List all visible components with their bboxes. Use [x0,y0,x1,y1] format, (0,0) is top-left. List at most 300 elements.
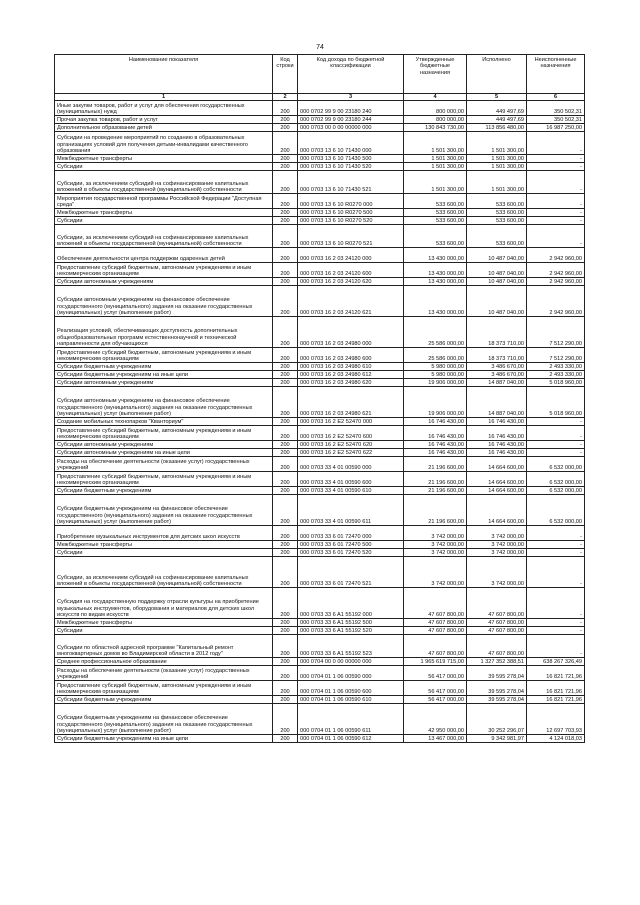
indicator-name-cell: Мероприятия государственной программы Российской Федерации "Доступная среда" [55,194,273,209]
indicator-name-cell: Субсидии бюджетным учреждениям [55,696,273,704]
approved-amount-cell: 3 742 000,00 [404,526,467,541]
indicator-name-cell: Субсидии бюджетным учреждениям на финансовое обеспечение государственного (муниципального) задания на оказание государственных (муниципальных) услуг (выполнение работ) [55,704,273,735]
income-code-cell: 000 0703 33 4 01 00590 611 [298,495,404,526]
table-row [55,171,585,194]
table-row [55,194,585,209]
indicator-name-cell: Субсидии бюджетным учреждениям на иные цели [55,371,273,379]
remaining-amount-cell: - [527,163,585,171]
row-code-cell: 200 [273,132,298,155]
table-row [55,387,585,418]
table-row [55,363,585,371]
table-row [55,132,585,155]
income-code-cell: 000 0704 00 0 00 00000 000 [298,658,404,666]
income-code-cell: 000 0703 33 4 01 00590 600 [298,472,404,487]
remaining-amount-cell: - [527,217,585,225]
table-row [55,666,585,681]
executed-amount-cell: 14 664 600,00 [467,495,527,526]
table-row [55,472,585,487]
indicator-name-cell: Субсидии бюджетным учреждениям на финансовое обеспечение государственного (муниципального) задания на оказание государственных (муниципальных) услуг (выполнение работ) [55,495,273,526]
approved-amount-cell: 1 501 300,00 [404,155,467,163]
indicator-name-cell: Субсидии, за исключением субсидий на софинансирование капитальных вложений в объекты государственной (муниципальной) собственности [55,225,273,248]
approved-amount-cell: 1 501 300,00 [404,171,467,194]
table-row [55,426,585,441]
table-row [55,225,585,248]
table-header-row [55,55,585,94]
remaining-amount-cell: - [527,541,585,549]
remaining-amount-cell: 6 532 000,00 [527,457,585,472]
table-row [55,681,585,696]
executed-amount-cell: 3 742 000,00 [467,526,527,541]
executed-amount-cell: 9 342 981,97 [467,735,527,743]
table-row [55,116,585,124]
table-row [55,209,585,217]
table-row [55,371,585,379]
header-approved: Утвержденные бюджетные назначения [404,55,467,94]
income-code-cell: 000 0704 01 1 06 00590 612 [298,735,404,743]
income-code-cell: 000 0703 16 2 03 24120 000 [298,248,404,263]
executed-amount-cell: 113 856 480,00 [467,124,527,132]
indicator-name-cell: Предоставление субсидий бюджетным, автономным учреждениям и иным некоммерческим организациям [55,348,273,363]
indicator-name-cell: Субсидии [55,217,273,225]
approved-amount-cell: 533 600,00 [404,194,467,209]
income-code-cell: 000 0703 16 2 03 24120 600 [298,263,404,278]
indicator-name-cell: Межбюджетные трансферты [55,155,273,163]
column-number: 1 [55,94,273,101]
executed-amount-cell: 16 746 430,00 [467,426,527,441]
table-row [55,704,585,735]
executed-amount-cell: 533 600,00 [467,225,527,248]
remaining-amount-cell: 2 942 960,00 [527,278,585,286]
remaining-amount-cell: - [527,194,585,209]
column-number: 4 [404,94,467,101]
income-code-cell: 000 0703 13 6 10 71430 500 [298,155,404,163]
remaining-amount-cell: 16 821 721,96 [527,666,585,681]
indicator-name-cell: Субсидии, за исключением субсидий на софинансирование капитальных вложений в объекты государственной (муниципальной) собственности [55,557,273,588]
indicator-name-cell: Расходы на обеспечение деятельности (оказание услуг) государственных учреждений [55,666,273,681]
executed-amount-cell: 39 595 278,04 [467,666,527,681]
executed-amount-cell: 18 373 710,00 [467,317,527,348]
executed-amount-cell: 14 664 600,00 [467,487,527,495]
indicator-name-cell: Предоставление субсидий бюджетным, автономным учреждениям и иным некоммерческим организациям [55,426,273,441]
indicator-name-cell: Субсидия на государственную поддержку отрасли культуры на приобретение музыкальных инструментов, оборудования и материалов для детских школ искусств по видам искусств [55,588,273,619]
remaining-amount-cell: - [527,588,585,619]
income-code-cell: 000 0703 00 0 00 00000 000 [298,124,404,132]
approved-amount-cell: 21 196 600,00 [404,457,467,472]
executed-amount-cell: 39 595 278,04 [467,696,527,704]
remaining-amount-cell: 6 532 000,00 [527,495,585,526]
income-code-cell: 000 0703 16 2 03 24980 610 [298,363,404,371]
executed-amount-cell: 39 595 278,04 [467,681,527,696]
indicator-name-cell: Реализация условий, обеспечивающих доступность дополнительных общеобразовательных программ естественнонаучной и технической направленности для обучающихся [55,317,273,348]
approved-amount-cell: 533 600,00 [404,225,467,248]
row-code-cell: 200 [273,696,298,704]
table-row [55,217,585,225]
income-code-cell: 000 0703 16 2 03 24120 620 [298,278,404,286]
income-code-cell: 000 0703 33 6 01 72470 500 [298,541,404,549]
executed-amount-cell: 16 746 430,00 [467,418,527,426]
executed-amount-cell: 10 487 040,00 [467,248,527,263]
approved-amount-cell: 800 000,00 [404,116,467,124]
table-row [55,495,585,526]
table-row [55,379,585,387]
indicator-name-cell: Межбюджетные трансферты [55,619,273,627]
row-code-cell: 200 [273,472,298,487]
approved-amount-cell: 13 467 000,00 [404,735,467,743]
remaining-amount-cell: 2 493 330,00 [527,363,585,371]
approved-amount-cell: 13 430 000,00 [404,248,467,263]
remaining-amount-cell: - [527,426,585,441]
executed-amount-cell: 10 487 040,00 [467,278,527,286]
row-code-cell: 200 [273,116,298,124]
page-number: 74 [316,44,324,51]
executed-amount-cell: 18 373 710,00 [467,348,527,363]
indicator-name-cell: Субсидии по областной адресной программе "Капитальный ремонт многоквартирных домов во Владимирской области в 2012 году" [55,635,273,658]
row-code-cell: 200 [273,155,298,163]
table-row [55,457,585,472]
income-code-cell: 000 0703 33 6 A1 55192 500 [298,619,404,627]
approved-amount-cell: 1 965 619 715,00 [404,658,467,666]
table-row [55,449,585,457]
remaining-amount-cell: 350 502,31 [527,101,585,116]
executed-amount-cell: 449 497,69 [467,116,527,124]
table-row [55,348,585,363]
header-row-code: Код строки [273,55,298,94]
row-code-cell: 200 [273,541,298,549]
row-code-cell: 200 [273,426,298,441]
row-code-cell: 200 [273,101,298,116]
approved-amount-cell: 1 501 300,00 [404,132,467,155]
executed-amount-cell: 14 887 040,00 [467,387,527,418]
indicator-name-cell: Среднее профессиональное образование [55,658,273,666]
column-number: 2 [273,94,298,101]
indicator-name-cell: Субсидии на проведение мероприятий по созданию в образовательных организациях условий для получения детьми-инвалидами качественного образования [55,132,273,155]
remaining-amount-cell: 5 018 960,00 [527,379,585,387]
row-code-cell: 200 [273,171,298,194]
approved-amount-cell: 47 607 800,00 [404,619,467,627]
indicator-name-cell: Субсидии автономным учреждениям на финансовое обеспечение государственного (муниципального) задания на оказание государственных (муниципальных) услуг (выполнение работ) [55,286,273,317]
table-row [55,163,585,171]
executed-amount-cell: 1 327 352 388,51 [467,658,527,666]
income-code-cell: 000 0703 16 2 03 24980 000 [298,317,404,348]
row-code-cell: 200 [273,194,298,209]
income-code-cell: 000 0703 33 6 01 72470 521 [298,557,404,588]
remaining-amount-cell: - [527,418,585,426]
income-code-cell: 000 0703 33 4 01 00590 000 [298,457,404,472]
executed-amount-cell: 10 487 040,00 [467,286,527,317]
row-code-cell: 200 [273,588,298,619]
income-code-cell: 000 0703 33 6 A1 55192 520 [298,627,404,635]
row-code-cell: 200 [273,619,298,627]
income-code-cell: 000 0703 33 6 01 72470 520 [298,549,404,557]
approved-amount-cell: 3 742 000,00 [404,549,467,557]
row-code-cell: 200 [273,363,298,371]
table-row [55,627,585,635]
indicator-name-cell: Субсидии автономным учреждениям на финансовое обеспечение государственного (муниципального) задания на оказание государственных (муниципальных) услуг (выполнение работ) [55,387,273,418]
row-code-cell: 200 [273,441,298,449]
executed-amount-cell: 16 746 430,00 [467,441,527,449]
indicator-name-cell: Предоставление субсидий бюджетным, автономным учреждениям и иным некоммерческим организациям [55,681,273,696]
income-code-cell: 000 0703 13 6 10 R0270 500 [298,209,404,217]
table-row [55,441,585,449]
income-code-cell: 000 0704 01 1 06 00590 000 [298,666,404,681]
remaining-amount-cell: 350 502,31 [527,116,585,124]
row-code-cell: 200 [273,348,298,363]
row-code-cell: 200 [273,225,298,248]
approved-amount-cell: 21 196 600,00 [404,487,467,495]
approved-amount-cell: 16 746 430,00 [404,449,467,457]
approved-amount-cell: 19 906 000,00 [404,379,467,387]
income-code-cell: 000 0703 16 2 03 24980 612 [298,371,404,379]
remaining-amount-cell: - [527,635,585,658]
row-code-cell: 200 [273,124,298,132]
approved-amount-cell: 25 586 000,00 [404,348,467,363]
row-code-cell: 200 [273,209,298,217]
row-code-cell: 200 [273,735,298,743]
indicator-name-cell: Субсидии, за исключением субсидий на софинансирование капитальных вложений в объекты государственной (муниципальной) собственности [55,171,273,194]
indicator-name-cell: Создание мобильных технопарков "Кванториум" [55,418,273,426]
remaining-amount-cell: 7 512 290,00 [527,317,585,348]
remaining-amount-cell: - [527,132,585,155]
header-executed: Исполнено [467,55,527,94]
executed-amount-cell: 3 486 670,00 [467,363,527,371]
remaining-amount-cell: 16 821 721,96 [527,681,585,696]
remaining-amount-cell: 638 267 326,49 [527,658,585,666]
approved-amount-cell: 25 586 000,00 [404,317,467,348]
table-row [55,696,585,704]
executed-amount-cell: 1 501 300,00 [467,155,527,163]
executed-amount-cell: 10 487 040,00 [467,263,527,278]
income-code-cell: 000 0703 13 6 10 R0270 000 [298,194,404,209]
remaining-amount-cell: - [527,209,585,217]
remaining-amount-cell: 6 532 000,00 [527,472,585,487]
row-code-cell: 200 [273,487,298,495]
executed-amount-cell: 47 607 800,00 [467,588,527,619]
executed-amount-cell: 533 600,00 [467,217,527,225]
table-row [55,658,585,666]
executed-amount-cell: 14 887 040,00 [467,379,527,387]
remaining-amount-cell: - [527,526,585,541]
approved-amount-cell: 5 980 000,00 [404,363,467,371]
column-number: 5 [467,94,527,101]
approved-amount-cell: 21 196 600,00 [404,472,467,487]
table-row [55,317,585,348]
income-code-cell: 000 0704 01 1 06 00590 611 [298,704,404,735]
table-row [55,619,585,627]
table-row [55,286,585,317]
indicator-name-cell: Субсидии бюджетным учреждениям на иные цели [55,735,273,743]
approved-amount-cell: 13 430 000,00 [404,263,467,278]
header-remaining: Неисполненные назначения [527,55,585,94]
table-row [55,487,585,495]
row-code-cell: 200 [273,526,298,541]
approved-amount-cell: 16 746 430,00 [404,426,467,441]
executed-amount-cell: 14 664 600,00 [467,472,527,487]
approved-amount-cell: 130 843 730,00 [404,124,467,132]
income-code-cell: 000 0703 13 6 10 R0270 521 [298,225,404,248]
approved-amount-cell: 56 417 000,00 [404,681,467,696]
row-code-cell: 200 [273,387,298,418]
remaining-amount-cell: - [527,549,585,557]
indicator-name-cell: Приобретение музыкальных инструментов для детских школ искусств [55,526,273,541]
column-number: 6 [527,94,585,101]
row-code-cell: 200 [273,163,298,171]
executed-amount-cell: 30 252 296,07 [467,704,527,735]
income-code-cell: 000 0703 33 6 01 72470 000 [298,526,404,541]
approved-amount-cell: 47 607 800,00 [404,627,467,635]
executed-amount-cell: 3 742 000,00 [467,541,527,549]
indicator-name-cell: Прочая закупка товаров, работ и услуг [55,116,273,124]
indicator-name-cell: Межбюджетные трансферты [55,209,273,217]
row-code-cell: 200 [273,286,298,317]
column-number-row [55,94,585,101]
income-code-cell: 000 0703 16 2 03 24120 621 [298,286,404,317]
row-code-cell: 200 [273,635,298,658]
income-code-cell: 000 0703 13 6 10 71430 000 [298,132,404,155]
table-row [55,263,585,278]
executed-amount-cell: 47 607 800,00 [467,627,527,635]
executed-amount-cell: 3 486 670,00 [467,371,527,379]
executed-amount-cell: 1 501 300,00 [467,132,527,155]
indicator-name-cell: Межбюджетные трансферты [55,541,273,549]
approved-amount-cell: 800 000,00 [404,101,467,116]
row-code-cell: 200 [273,371,298,379]
header-indicator-name: Наименование показателя [55,55,273,94]
executed-amount-cell: 47 607 800,00 [467,635,527,658]
row-code-cell: 200 [273,704,298,735]
approved-amount-cell: 533 600,00 [404,217,467,225]
row-code-cell: 200 [273,418,298,426]
executed-amount-cell: 14 664 600,00 [467,457,527,472]
income-code-cell: 000 0703 16 2 03 24980 620 [298,379,404,387]
indicator-name-cell: Субсидии бюджетным учреждениям [55,363,273,371]
executed-amount-cell: 3 742 000,00 [467,557,527,588]
executed-amount-cell: 47 607 800,00 [467,619,527,627]
indicator-name-cell: Расходы на обеспечение деятельности (оказание услуг) государственных учреждений [55,457,273,472]
remaining-amount-cell: 4 124 018,03 [527,735,585,743]
remaining-amount-cell: 12 697 703,93 [527,704,585,735]
remaining-amount-cell: 2 942 960,00 [527,286,585,317]
table-row [55,635,585,658]
income-code-cell: 000 0703 13 6 10 R0270 520 [298,217,404,225]
row-code-cell: 200 [273,658,298,666]
row-code-cell: 200 [273,549,298,557]
row-code-cell: 200 [273,449,298,457]
row-code-cell: 200 [273,666,298,681]
executed-amount-cell: 449 497,69 [467,101,527,116]
indicator-name-cell: Субсидии [55,627,273,635]
table-row [55,541,585,549]
approved-amount-cell: 56 417 000,00 [404,666,467,681]
row-code-cell: 200 [273,495,298,526]
indicator-name-cell: Предоставление субсидий бюджетным, автономным учреждениям и иным некоммерческим организациям [55,472,273,487]
approved-amount-cell: 16 746 430,00 [404,441,467,449]
income-code-cell: 000 0702 99 9 00 23180 240 [298,101,404,116]
remaining-amount-cell: - [527,225,585,248]
table-row [55,549,585,557]
indicator-name-cell: Субсидии [55,549,273,557]
header-income-code: Код дохода по бюджетной классификации [298,55,404,94]
remaining-amount-cell: 2 493 330,00 [527,371,585,379]
indicator-name-cell: Субсидии автономным учреждениям [55,278,273,286]
indicator-name-cell: Субсидии автономным учреждениям на иные цели [55,449,273,457]
income-code-cell: 000 0703 13 6 10 71430 520 [298,163,404,171]
table-row [55,124,585,132]
income-code-cell: 000 0703 16 2 03 24980 621 [298,387,404,418]
remaining-amount-cell: - [527,627,585,635]
remaining-amount-cell: 7 512 290,00 [527,348,585,363]
row-code-cell: 200 [273,263,298,278]
approved-amount-cell: 3 742 000,00 [404,541,467,549]
approved-amount-cell: 21 196 600,00 [404,495,467,526]
income-code-cell: 000 0703 13 6 10 71430 521 [298,171,404,194]
approved-amount-cell: 56 417 000,00 [404,696,467,704]
executed-amount-cell: 1 501 300,00 [467,171,527,194]
table-row [55,248,585,263]
remaining-amount-cell: - [527,441,585,449]
income-code-cell: 000 0704 01 1 06 00590 610 [298,696,404,704]
table-row [55,278,585,286]
table-row [55,588,585,619]
indicator-name-cell: Иные закупки товаров, работ и услуг для обеспечения государственных (муниципальных) нужд [55,101,273,116]
approved-amount-cell: 5 980 000,00 [404,371,467,379]
indicator-name-cell: Субсидии автономным учреждениям [55,441,273,449]
table-row [55,418,585,426]
income-code-cell: 000 0702 99 9 00 23180 244 [298,116,404,124]
executed-amount-cell: 1 501 300,00 [467,163,527,171]
budget-execution-table [54,54,585,743]
column-number: 3 [298,94,404,101]
income-code-cell: 000 0703 16 2 E2 52470 600 [298,426,404,441]
remaining-amount-cell: 6 532 000,00 [527,487,585,495]
executed-amount-cell: 3 742 000,00 [467,549,527,557]
row-code-cell: 200 [273,457,298,472]
indicator-name-cell: Субсидии автономным учреждениям [55,379,273,387]
row-code-cell: 200 [273,278,298,286]
remaining-amount-cell: - [527,171,585,194]
row-code-cell: 200 [273,681,298,696]
remaining-amount-cell: - [527,557,585,588]
approved-amount-cell: 19 906 000,00 [404,387,467,418]
table-row [55,735,585,743]
approved-amount-cell: 47 607 800,00 [404,635,467,658]
row-code-cell: 200 [273,379,298,387]
executed-amount-cell: 533 600,00 [467,194,527,209]
income-code-cell: 000 0704 01 1 06 00590 600 [298,681,404,696]
row-code-cell: 200 [273,248,298,263]
income-code-cell: 000 0703 33 4 01 00590 610 [298,487,404,495]
income-code-cell: 000 0703 16 2 E2 52470 622 [298,449,404,457]
table-row [55,155,585,163]
approved-amount-cell: 47 607 800,00 [404,588,467,619]
table-row [55,557,585,588]
approved-amount-cell: 3 742 000,00 [404,557,467,588]
remaining-amount-cell: 2 942 960,00 [527,263,585,278]
table-row [55,101,585,116]
row-code-cell: 200 [273,557,298,588]
row-code-cell: 200 [273,317,298,348]
income-code-cell: 000 0703 33 6 A1 55192 000 [298,588,404,619]
remaining-amount-cell: 16 821 721,96 [527,696,585,704]
approved-amount-cell: 13 430 000,00 [404,286,467,317]
row-code-cell: 200 [273,627,298,635]
indicator-name-cell: Предоставление субсидий бюджетным, автономным учреждениям и иным некоммерческим организациям [55,263,273,278]
approved-amount-cell: 42 950 000,00 [404,704,467,735]
remaining-amount-cell: - [527,449,585,457]
indicator-name-cell: Субсидии [55,163,273,171]
indicator-name-cell: Обеспечение деятельности центра поддержки одаренных детей [55,248,273,263]
row-code-cell: 200 [273,217,298,225]
income-code-cell: 000 0703 16 2 E2 52470 000 [298,418,404,426]
